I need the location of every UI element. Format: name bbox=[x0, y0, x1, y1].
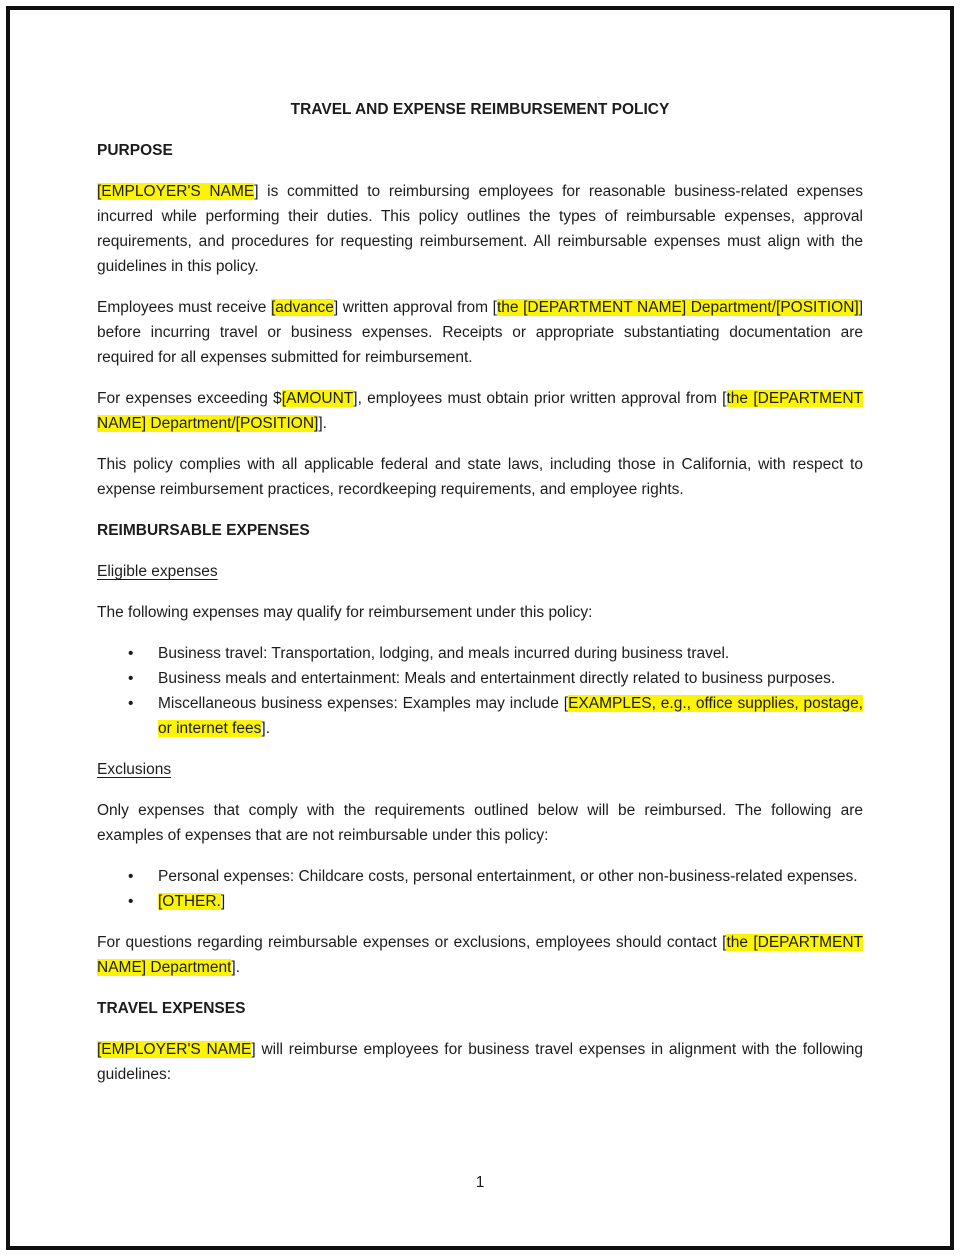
list-item: • Personal expenses: Childcare costs, personal entertainment, or other non-business-related expenses. bbox=[97, 864, 863, 889]
eligible-expenses-list bbox=[97, 641, 863, 741]
list-item: • [OTHER.] bbox=[97, 889, 863, 914]
highlighted-placeholder: EXAMPLES, e.g., office supplies, postage, or internet fees bbox=[158, 695, 863, 737]
eligible-intro-paragraph: The following expenses may qualify for reimbursement under this policy: bbox=[97, 604, 593, 621]
purpose-paragraph-4: This policy complies with all applicable federal and state laws, including those in California, with respect to expense reimbursement practices, recordkeeping requirements, and employee rights. bbox=[97, 456, 863, 498]
page-number: 1 bbox=[475, 1174, 485, 1191]
highlighted-placeholder: [EMPLOYER'S NAME bbox=[97, 1041, 252, 1058]
subheading-exclusions: Exclusions bbox=[97, 761, 172, 778]
purpose-paragraph-2: Employees must receive [advance] written approval from [the [DEPARTMENT NAME] Department/[POSITION]] before incurring travel or business expenses. Receipts or appropriate substantiating documentation are required for all expenses submitted for reimbursement. bbox=[97, 299, 864, 366]
exclusions-contact-paragraph: For questions regarding reimbursable expenses or exclusions, employees should contact [the [DEPARTMENT NAME] Department]. bbox=[97, 934, 863, 976]
highlighted-placeholder: [AMOUNT bbox=[281, 390, 354, 407]
purpose-paragraph-3: For expenses exceeding $[AMOUNT], employees must obtain prior written approval from [the [DEPARTMENT NAME] Department/[POSITION]]. bbox=[97, 390, 864, 432]
travel-paragraph-1: [EMPLOYER'S NAME] will reimburse employees for business travel expenses in alignment with the following guidelines: bbox=[97, 1041, 864, 1083]
subheading-eligible-expenses: Eligible expenses bbox=[97, 563, 218, 580]
list-item: • Business travel: Transportation, lodging, and meals incurred during business travel. bbox=[97, 641, 863, 666]
highlighted-placeholder: [EMPLOYER'S NAME bbox=[97, 183, 255, 200]
section-heading-reimbursable-expenses: REIMBURSABLE EXPENSES bbox=[97, 522, 310, 539]
document-body bbox=[97, 97, 863, 1103]
highlighted-placeholder: the [DEPARTMENT NAME] Department/[POSITION] bbox=[496, 299, 859, 316]
list-item: • Miscellaneous business expenses: Examples may include [EXAMPLES, e.g., office supplies, postage, or internet fees]. bbox=[97, 691, 863, 741]
document-title: TRAVEL AND EXPENSE REIMBURSEMENT POLICY bbox=[290, 101, 670, 118]
highlighted-placeholder: the [DEPARTMENT NAME] Department/[POSITION] bbox=[97, 390, 864, 432]
section-heading-purpose: PURPOSE bbox=[97, 142, 173, 159]
exclusions-intro-paragraph: Only expenses that comply with the requirements outlined below will be reimbursed. The following are examples of expenses that are not reimbursable under this policy: bbox=[97, 802, 863, 844]
highlighted-placeholder: [OTHER. bbox=[158, 893, 221, 910]
highlighted-placeholder: [advance bbox=[270, 299, 334, 316]
section-heading-travel-expenses: TRAVEL EXPENSES bbox=[97, 1000, 246, 1017]
list-item: • Business meals and entertainment: Meals and entertainment directly related to business purposes. bbox=[97, 666, 863, 691]
highlighted-placeholder: the [DEPARTMENT NAME] Department bbox=[97, 934, 863, 976]
purpose-paragraph-1: [EMPLOYER'S NAME] is committed to reimbursing employees for reasonable business-related expenses incurred while performing their duties. This policy outlines the types of reimbursable expenses, approval requirements, and procedures for requesting reimbursement. All reimbursable expenses must align with the guidelines in this policy. bbox=[97, 183, 863, 275]
exclusions-list bbox=[97, 864, 863, 914]
